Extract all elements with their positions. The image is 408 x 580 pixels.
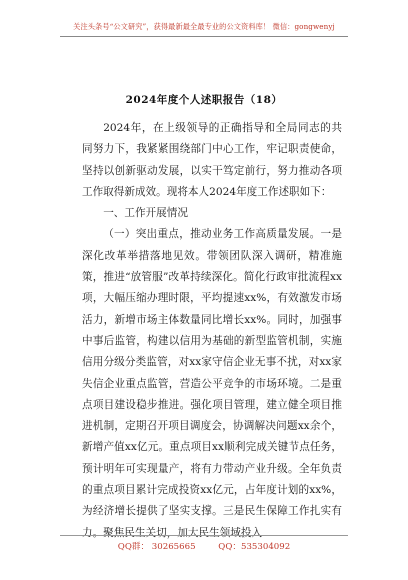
intro-paragraph: 2024年，在上级领导的正确指导和全局同志的共同努力下，我紧紧围绕部门中心工作，牢记职责使命，坚持以创新驱动发展，以实干笃定前行，努力推动各项工作取得新成效。现将本人2024年度工作述职如下： (82, 122, 342, 198)
document-body (82, 118, 342, 544)
document-title: 2024年度个人述职报告（18） (125, 94, 283, 106)
header-divider (60, 36, 348, 37)
footer-qq-number: QQ：535304092 (218, 542, 291, 552)
footer-qq-group: QQ群： 30265665 (117, 542, 196, 552)
footer-divider (60, 535, 348, 536)
header-promo-note: 关注头条号“公文研究”，获得最新最全最专业的公文资料库！ 微信：gongwenyj (73, 22, 335, 31)
section-heading: 一、工作开展情况 (103, 207, 188, 220)
footer-contact (0, 540, 408, 552)
body-paragraph: （一）突出重点，推动业务工作高质量发展。一是深化改革举措落地见效。带领团队深入调研，精准施策，推进“放管服”改革持续深化。简化行政审批流程xx项，大幅压缩办理时限，平均提速xx%，有效激发市场活力，新增市场主体数量同比增长xx%。同时，加强事中事后监管，构建以信用为基础的新型监管机制，实施信用分级分类监管，对xx家守信企业无事不扰，对xx家失信企业重点监管，营造公平竞争的市场环境。二是重点项目建设稳步推进。强化项目管理，建立健全项目推进机制，定期召开项目调度会，协调解决问题xx余个，新增产值xx亿元。重点项目xx顺利完成关键节点任务，预计明年可实现量产，将有力带动产业升级。全年负责的重点项目累计完成投资xx亿元，占年度计划的xx%，为经济增长提供了坚实支撑。三是民生保障工作扎实有力。聚焦民生关切，加大民生领域投入 (82, 228, 342, 539)
